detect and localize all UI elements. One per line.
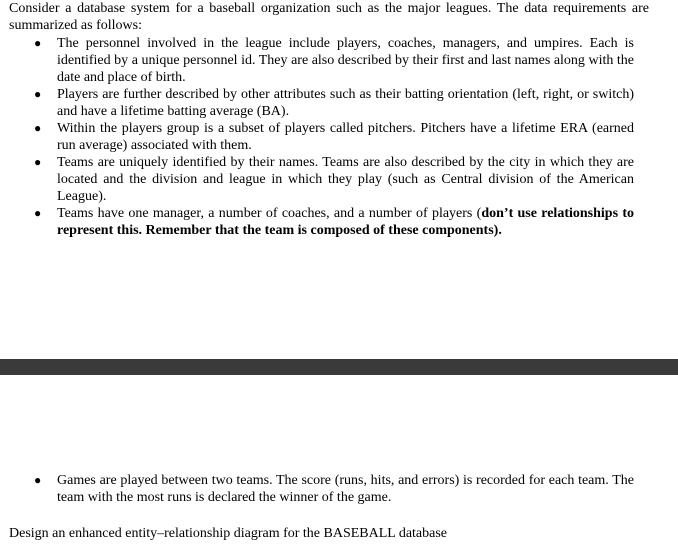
list-item (0, 205, 634, 239)
requirements-list (0, 35, 678, 239)
requirements-list-continued (0, 472, 678, 506)
bullet-icon: ● (34, 206, 42, 220)
list-item (0, 86, 634, 120)
list-item-text: Games are played between two teams. The score (runs, hits, and errors) is recorded for each team. The team with the most runs is declared the winner of the game. (57, 473, 634, 505)
list-item-text: Players are further described by other attributes such as their batting orientation (left, right, or switch) and have a lifetime batting average (BA). (57, 87, 634, 119)
task-instruction: Design an enhanced entity–relationship diagram for the BASEBALL database (9, 526, 448, 541)
bullet-icon: ● (34, 155, 42, 169)
bullet-icon: ● (34, 121, 42, 135)
intro-paragraph: Consider a database system for a baseball organization such as the major leagues. The data requirements are summarized as follows: (9, 1, 649, 33)
list-item-text: Within the players group is a subset of players called pitchers. Pitchers have a lifetime ERA (earned run average) associated with them. (57, 121, 634, 153)
list-item (0, 35, 634, 86)
list-item-text-end: ). (493, 223, 502, 238)
bullet-icon: ● (34, 87, 42, 101)
list-item-text: The personnel involved in the league include players, coaches, managers, and umpires. Each is identified by a unique personnel id. They are also described by their first and last names along with the date and place of birth. (57, 36, 634, 85)
bullet-icon: ● (34, 36, 42, 50)
list-item-text-emphasis: don’t use relationships to represent this. Remember that the team is composed of these components (57, 206, 634, 238)
list-item (0, 120, 634, 154)
section-divider (0, 359, 678, 375)
list-item-text: Teams are uniquely identified by their names. Teams are also described by the city in which they are located and the division and league in which they play (such as Central division of the American League). (57, 155, 634, 204)
list-item (0, 154, 634, 205)
list-item (0, 472, 634, 506)
list-item-text-start: Teams have one manager, a number of coaches, and a number of players ( (57, 206, 482, 221)
bullet-icon: ● (34, 473, 42, 487)
list-item-text (57, 205, 634, 239)
